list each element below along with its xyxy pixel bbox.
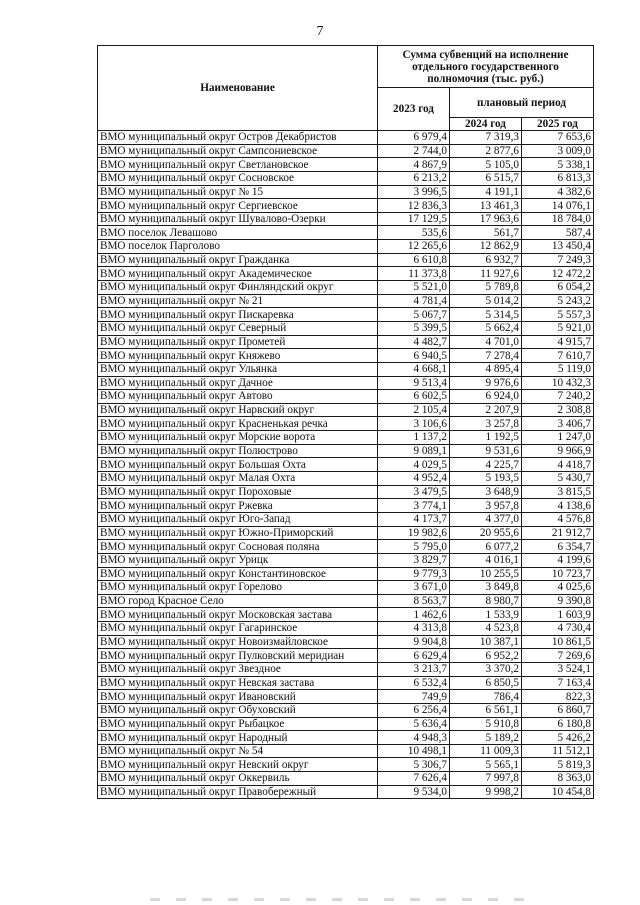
cell-2025: 6 354,7 <box>522 540 594 554</box>
cell-name: ВМО муниципальный округ Невская застава <box>98 676 378 690</box>
table-row <box>98 199 594 213</box>
cell-2024: 4 377,0 <box>450 512 522 526</box>
cell-2023: 3 996,5 <box>378 185 450 199</box>
cell-name: ВМО муниципальный округ Ржевка <box>98 499 378 513</box>
cell-2024: 2 207,9 <box>450 403 522 417</box>
cell-2025: 10 861,5 <box>522 635 594 649</box>
cell-2025: 5 921,0 <box>522 321 594 335</box>
cell-2023: 4 781,4 <box>378 294 450 308</box>
cell-2025: 5 426,2 <box>522 731 594 745</box>
cell-2023: 3 774,1 <box>378 499 450 513</box>
cell-name: ВМО муниципальный округ Правобережный <box>98 785 378 799</box>
cell-2024: 9 531,6 <box>450 444 522 458</box>
cell-2023: 5 795,0 <box>378 540 450 554</box>
cell-name: ВМО поселок Парголово <box>98 240 378 254</box>
cell-2024: 4 701,0 <box>450 335 522 349</box>
table-row <box>98 662 594 676</box>
table-row <box>98 785 594 799</box>
cell-2023: 749,9 <box>378 690 450 704</box>
cell-name: ВМО муниципальный округ Княжево <box>98 349 378 363</box>
cell-2025: 10 723,7 <box>522 567 594 581</box>
table-row <box>98 731 594 745</box>
cell-2023: 5 306,7 <box>378 758 450 772</box>
table-row <box>98 226 594 240</box>
cell-2025: 10 432,3 <box>522 376 594 390</box>
cell-2024: 12 862,9 <box>450 240 522 254</box>
cell-2023: 12 836,3 <box>378 199 450 213</box>
cell-2023: 2 105,4 <box>378 403 450 417</box>
cell-2025: 4 138,6 <box>522 499 594 513</box>
header-year-2025: 2025 год <box>522 118 594 131</box>
table-row <box>98 253 594 267</box>
table-row <box>98 635 594 649</box>
cell-2023: 8 563,7 <box>378 594 450 608</box>
cell-2024: 5 662,4 <box>450 321 522 335</box>
cell-2023: 5 636,4 <box>378 717 450 731</box>
cell-2023: 6 979,4 <box>378 131 450 145</box>
cell-name: ВМО муниципальный округ Ивановский <box>98 690 378 704</box>
cell-name: ВМО муниципальный округ Красненькая речка <box>98 417 378 431</box>
cell-2023: 4 482,7 <box>378 335 450 349</box>
cell-2023: 1 462,6 <box>378 608 450 622</box>
table-row <box>98 581 594 595</box>
cell-2025: 9 390,8 <box>522 594 594 608</box>
cell-name: ВМО поселок Левашово <box>98 226 378 240</box>
table-header <box>98 46 594 131</box>
table-row <box>98 526 594 540</box>
cell-2024: 7 319,3 <box>450 131 522 145</box>
table-row <box>98 540 594 554</box>
header-year-2023: 2023 год <box>378 88 450 131</box>
cell-2023: 6 256,4 <box>378 703 450 717</box>
cell-2024: 20 955,6 <box>450 526 522 540</box>
cell-2024: 4 225,7 <box>450 458 522 472</box>
cell-2024: 6 952,2 <box>450 649 522 663</box>
cell-2025: 18 784,0 <box>522 212 594 226</box>
table-row <box>98 744 594 758</box>
cell-2024: 5 565,1 <box>450 758 522 772</box>
cell-2024: 11 009,3 <box>450 744 522 758</box>
cell-2025: 4 730,4 <box>522 622 594 636</box>
cell-name: ВМО муниципальный округ Северный <box>98 321 378 335</box>
cell-name: ВМО муниципальный округ Сергиевское <box>98 199 378 213</box>
cell-2025: 6 054,2 <box>522 281 594 295</box>
table-row <box>98 717 594 731</box>
cell-2025: 4 576,8 <box>522 512 594 526</box>
cell-2025: 5 338,1 <box>522 158 594 172</box>
cell-2025: 7 240,2 <box>522 390 594 404</box>
cell-name: ВМО муниципальный округ № 15 <box>98 185 378 199</box>
cell-2023: 6 629,4 <box>378 649 450 663</box>
cell-2025: 4 418,7 <box>522 458 594 472</box>
cell-2024: 3 849,8 <box>450 581 522 595</box>
cell-2025: 7 653,6 <box>522 131 594 145</box>
cell-2024: 7 997,8 <box>450 772 522 786</box>
cell-2023: 6 940,5 <box>378 349 450 363</box>
bottom-scan-artifact <box>150 898 530 901</box>
cell-2023: 4 668,1 <box>378 362 450 376</box>
cell-name: ВМО муниципальный округ Невский округ <box>98 758 378 772</box>
cell-2025: 5 557,3 <box>522 308 594 322</box>
cell-2024: 6 077,2 <box>450 540 522 554</box>
cell-name: ВМО муниципальный округ Звездное <box>98 662 378 676</box>
cell-name: ВМО муниципальный округ Рыбацкое <box>98 717 378 731</box>
table-row <box>98 512 594 526</box>
cell-2024: 9 998,2 <box>450 785 522 799</box>
cell-2023: 9 904,8 <box>378 635 450 649</box>
table-row <box>98 131 594 145</box>
cell-2024: 1 192,5 <box>450 431 522 445</box>
table-row <box>98 308 594 322</box>
cell-2023: 5 067,7 <box>378 308 450 322</box>
cell-2023: 4 173,7 <box>378 512 450 526</box>
cell-2025: 4 199,6 <box>522 553 594 567</box>
cell-2023: 3 479,5 <box>378 485 450 499</box>
cell-2025: 7 249,3 <box>522 253 594 267</box>
cell-2024: 13 461,3 <box>450 199 522 213</box>
cell-2025: 5 243,2 <box>522 294 594 308</box>
cell-2023: 10 498,1 <box>378 744 450 758</box>
table-row <box>98 472 594 486</box>
cell-2023: 4 029,5 <box>378 458 450 472</box>
cell-2024: 1 533,9 <box>450 608 522 622</box>
cell-name: ВМО муниципальный округ Остров Декабристов <box>98 131 378 145</box>
cell-2023: 3 829,7 <box>378 553 450 567</box>
table-row <box>98 608 594 622</box>
header-planned-period: плановый период <box>450 88 594 118</box>
table-row <box>98 267 594 281</box>
table-row <box>98 294 594 308</box>
cell-2024: 5 014,2 <box>450 294 522 308</box>
table-row <box>98 431 594 445</box>
cell-2024: 5 314,5 <box>450 308 522 322</box>
table-row <box>98 690 594 704</box>
cell-2024: 5 789,8 <box>450 281 522 295</box>
cell-2024: 3 370,2 <box>450 662 522 676</box>
table-body <box>98 131 594 799</box>
cell-2023: 535,6 <box>378 226 450 240</box>
cell-2025: 822,3 <box>522 690 594 704</box>
cell-2025: 3 406,7 <box>522 417 594 431</box>
cell-2024: 5 189,2 <box>450 731 522 745</box>
cell-2023: 9 513,4 <box>378 376 450 390</box>
table-row <box>98 703 594 717</box>
cell-2025: 3 815,5 <box>522 485 594 499</box>
page-number: 7 <box>316 24 324 39</box>
cell-2025: 6 860,7 <box>522 703 594 717</box>
table-row <box>98 772 594 786</box>
cell-2025: 587,4 <box>522 226 594 240</box>
cell-2024: 10 255,5 <box>450 567 522 581</box>
cell-2024: 3 257,8 <box>450 417 522 431</box>
table-row <box>98 212 594 226</box>
cell-name: ВМО муниципальный округ Гагаринское <box>98 622 378 636</box>
cell-name: ВМО муниципальный округ Сосновая поляна <box>98 540 378 554</box>
cell-name: ВМО муниципальный округ Финляндский округ <box>98 281 378 295</box>
cell-2025: 6 180,8 <box>522 717 594 731</box>
table-row <box>98 458 594 472</box>
cell-2023: 6 532,4 <box>378 676 450 690</box>
cell-name: ВМО муниципальный округ Морские ворота <box>98 431 378 445</box>
cell-name: ВМО муниципальный округ Автово <box>98 390 378 404</box>
cell-2023: 3 106,6 <box>378 417 450 431</box>
cell-name: ВМО муниципальный округ № 54 <box>98 744 378 758</box>
cell-2025: 1 247,0 <box>522 431 594 445</box>
cell-2023: 6 213,2 <box>378 171 450 185</box>
cell-name: ВМО муниципальный округ Урицк <box>98 553 378 567</box>
cell-2024: 11 927,6 <box>450 267 522 281</box>
cell-name: ВМО муниципальный округ Новоизмайловское <box>98 635 378 649</box>
table-row <box>98 240 594 254</box>
cell-2023: 17 129,5 <box>378 212 450 226</box>
cell-2025: 5 819,3 <box>522 758 594 772</box>
cell-2024: 5 910,8 <box>450 717 522 731</box>
cell-2023: 9 534,0 <box>378 785 450 799</box>
table-row <box>98 567 594 581</box>
cell-2023: 7 626,4 <box>378 772 450 786</box>
cell-name: ВМО муниципальный округ Ульянка <box>98 362 378 376</box>
cell-2024: 6 515,7 <box>450 171 522 185</box>
cell-2025: 4 382,6 <box>522 185 594 199</box>
cell-name: ВМО муниципальный округ Московская застава <box>98 608 378 622</box>
table-row <box>98 594 594 608</box>
cell-name: ВМО муниципальный округ Пискаревка <box>98 308 378 322</box>
cell-name: ВМО муниципальный округ Юго-Запад <box>98 512 378 526</box>
cell-2024: 2 877,6 <box>450 144 522 158</box>
cell-2024: 3 648,9 <box>450 485 522 499</box>
cell-2025: 4 915,7 <box>522 335 594 349</box>
cell-2024: 6 561,1 <box>450 703 522 717</box>
header-sum: Сумма субвенций на исполнение отдельного государственного полномочия (тыс. руб.) <box>378 46 594 88</box>
cell-name: ВМО муниципальный округ Сосновское <box>98 171 378 185</box>
cell-2023: 12 265,6 <box>378 240 450 254</box>
cell-2025: 4 025,6 <box>522 581 594 595</box>
header-name: Наименование <box>98 46 378 131</box>
table-row <box>98 144 594 158</box>
cell-2025: 5 119,0 <box>522 362 594 376</box>
cell-2023: 1 137,2 <box>378 431 450 445</box>
cell-2024: 4 523,8 <box>450 622 522 636</box>
cell-2024: 4 895,4 <box>450 362 522 376</box>
cell-2023: 3 213,7 <box>378 662 450 676</box>
cell-2024: 4 191,1 <box>450 185 522 199</box>
table-row <box>98 485 594 499</box>
table-row <box>98 281 594 295</box>
table-row <box>98 758 594 772</box>
cell-name: ВМО муниципальный округ Прометей <box>98 335 378 349</box>
table-row <box>98 376 594 390</box>
cell-name: ВМО муниципальный округ Малая Охта <box>98 472 378 486</box>
cell-2024: 786,4 <box>450 690 522 704</box>
table-row <box>98 499 594 513</box>
cell-2025: 3 009,0 <box>522 144 594 158</box>
table-row <box>98 390 594 404</box>
table-row <box>98 649 594 663</box>
cell-2023: 4 867,9 <box>378 158 450 172</box>
cell-2024: 6 924,0 <box>450 390 522 404</box>
cell-2025: 11 512,1 <box>522 744 594 758</box>
table-row <box>98 553 594 567</box>
cell-name: ВМО муниципальный округ Гражданка <box>98 253 378 267</box>
table-row <box>98 321 594 335</box>
table-row <box>98 444 594 458</box>
cell-name: ВМО муниципальный округ Обуховский <box>98 703 378 717</box>
cell-name: ВМО муниципальный округ Пулковский меридиан <box>98 649 378 663</box>
cell-2025: 3 524,1 <box>522 662 594 676</box>
cell-2023: 4 313,8 <box>378 622 450 636</box>
cell-2024: 17 963,6 <box>450 212 522 226</box>
cell-name: ВМО муниципальный округ Нарвский округ <box>98 403 378 417</box>
cell-2023: 9 089,1 <box>378 444 450 458</box>
cell-name: ВМО муниципальный округ Константиновское <box>98 567 378 581</box>
cell-2025: 12 472,2 <box>522 267 594 281</box>
table-row <box>98 171 594 185</box>
cell-2025: 21 912,7 <box>522 526 594 540</box>
cell-name: ВМО муниципальный округ Сампсониевское <box>98 144 378 158</box>
cell-2024: 5 105,0 <box>450 158 522 172</box>
cell-2023: 9 779,3 <box>378 567 450 581</box>
cell-2024: 5 193,5 <box>450 472 522 486</box>
cell-2024: 3 957,8 <box>450 499 522 513</box>
table-row <box>98 185 594 199</box>
cell-2025: 9 966,9 <box>522 444 594 458</box>
cell-2025: 7 269,6 <box>522 649 594 663</box>
cell-name: ВМО муниципальный округ Большая Охта <box>98 458 378 472</box>
cell-name: ВМО город Красное Село <box>98 594 378 608</box>
cell-2024: 7 278,4 <box>450 349 522 363</box>
table-row <box>98 622 594 636</box>
cell-2023: 6 602,5 <box>378 390 450 404</box>
cell-2025: 14 076,1 <box>522 199 594 213</box>
table-row <box>98 403 594 417</box>
cell-2024: 8 980,7 <box>450 594 522 608</box>
cell-name: ВМО муниципальный округ Академическое <box>98 267 378 281</box>
cell-2023: 2 744,0 <box>378 144 450 158</box>
table-row <box>98 349 594 363</box>
cell-2023: 19 982,6 <box>378 526 450 540</box>
cell-2025: 5 430,7 <box>522 472 594 486</box>
cell-2023: 4 952,4 <box>378 472 450 486</box>
cell-2024: 6 850,5 <box>450 676 522 690</box>
table-row <box>98 362 594 376</box>
cell-name: ВМО муниципальный округ Светлановское <box>98 158 378 172</box>
cell-2024: 6 932,7 <box>450 253 522 267</box>
cell-name: ВМО муниципальный округ Полюстрово <box>98 444 378 458</box>
table-row <box>98 676 594 690</box>
cell-2024: 10 387,1 <box>450 635 522 649</box>
cell-2023: 6 610,8 <box>378 253 450 267</box>
cell-2025: 6 813,3 <box>522 171 594 185</box>
cell-2024: 4 016,1 <box>450 553 522 567</box>
cell-name: ВМО муниципальный округ Пороховые <box>98 485 378 499</box>
cell-name: ВМО муниципальный округ № 21 <box>98 294 378 308</box>
cell-2025: 8 363,0 <box>522 772 594 786</box>
table-row <box>98 417 594 431</box>
cell-2025: 13 450,4 <box>522 240 594 254</box>
cell-2023: 5 521,0 <box>378 281 450 295</box>
cell-2025: 10 454,8 <box>522 785 594 799</box>
cell-name: ВМО муниципальный округ Дачное <box>98 376 378 390</box>
cell-2025: 7 610,7 <box>522 349 594 363</box>
cell-2025: 1 603,9 <box>522 608 594 622</box>
cell-name: ВМО муниципальный округ Народный <box>98 731 378 745</box>
table-row <box>98 158 594 172</box>
table-row <box>98 335 594 349</box>
cell-2023: 5 399,5 <box>378 321 450 335</box>
cell-2023: 11 373,8 <box>378 267 450 281</box>
cell-2023: 3 671,0 <box>378 581 450 595</box>
cell-name: ВМО муниципальный округ Южно-Приморский <box>98 526 378 540</box>
cell-2025: 7 163,4 <box>522 676 594 690</box>
cell-name: ВМО муниципальный округ Горелово <box>98 581 378 595</box>
cell-name: ВМО муниципальный округ Оккервиль <box>98 772 378 786</box>
subsidy-table <box>97 45 594 799</box>
cell-2024: 561,7 <box>450 226 522 240</box>
header-year-2024: 2024 год <box>450 118 522 131</box>
cell-2023: 4 948,3 <box>378 731 450 745</box>
cell-2025: 2 308,8 <box>522 403 594 417</box>
cell-name: ВМО муниципальный округ Шувалово-Озерки <box>98 212 378 226</box>
cell-2024: 9 976,6 <box>450 376 522 390</box>
